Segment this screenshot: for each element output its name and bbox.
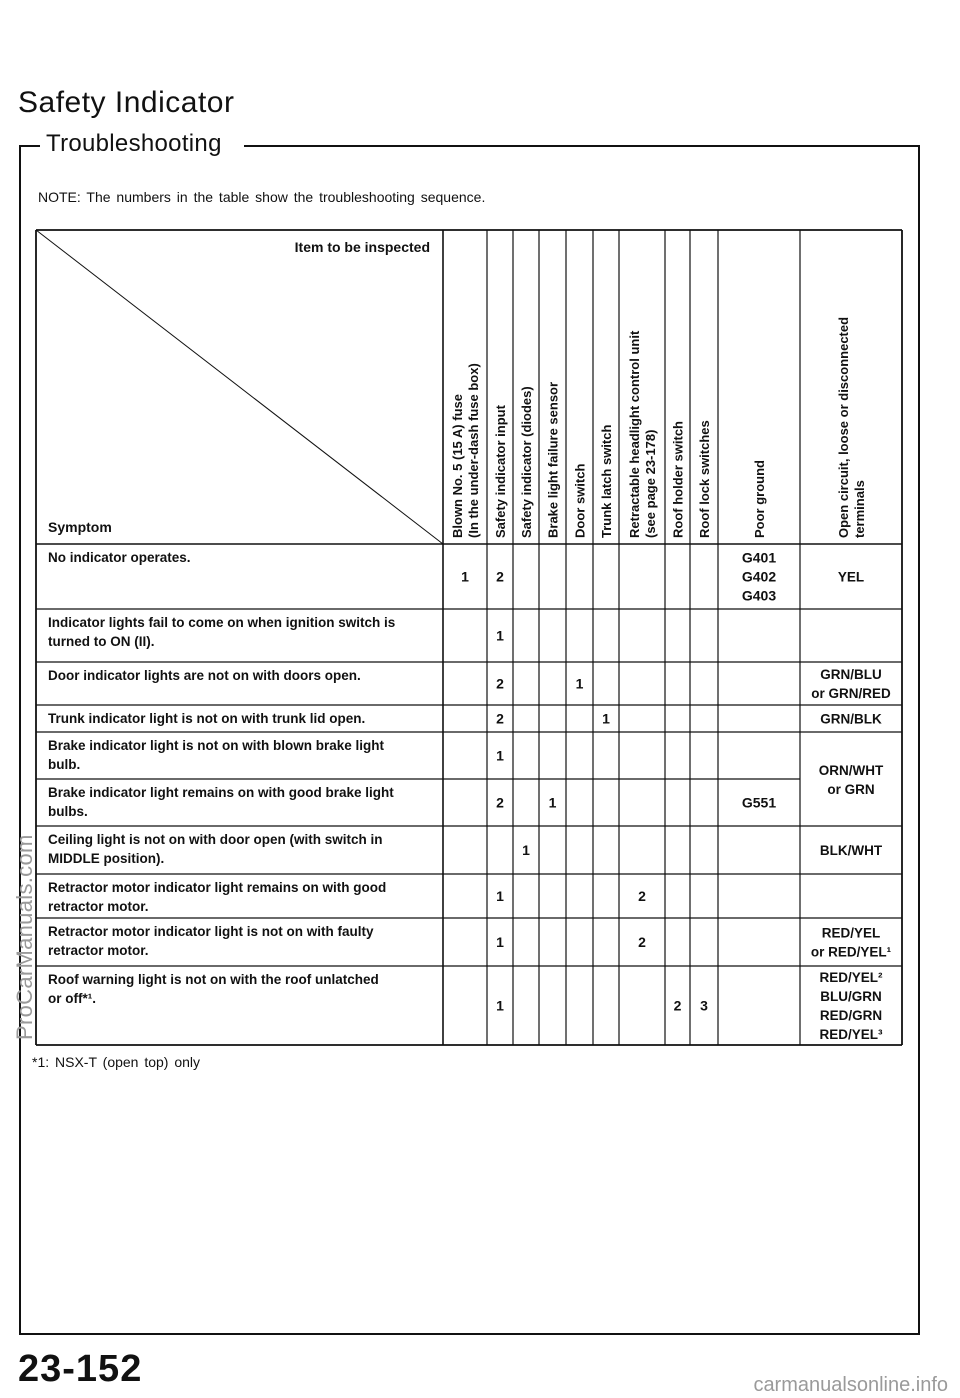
symptom-text: Ceiling light is not on with door open (with switch in (48, 832, 383, 847)
wire-color: YEL (837, 569, 865, 585)
column-header-label: Blown No. 5 (15 A) fuse (450, 394, 465, 538)
table-note: NOTE: The numbers in the table show the troubleshooting sequence. (38, 189, 486, 205)
wire-color: BLU/GRN (820, 989, 882, 1004)
symptom-text: retractor motor. (48, 899, 149, 914)
symptom-text: Retractor motor indicator light is not on with faulty (48, 924, 374, 939)
column-header-label: Door switch (572, 463, 588, 538)
corner-diagonal (36, 230, 443, 544)
column-header-label: (In the under-dash fuse box) (466, 363, 481, 538)
sequence-number: 2 (496, 710, 504, 727)
sequence-number: 3 (700, 997, 708, 1014)
symptom-text: Retractor motor indicator light remains on with good (48, 880, 387, 895)
symptom-text: Roof warning light is not on with the roof unlatched (48, 972, 379, 987)
sequence-number: 1 (575, 675, 584, 692)
ground-point: G401 (741, 549, 777, 566)
column-header-label: Retractable headlight control unit (627, 330, 642, 538)
ground-point: G403 (741, 587, 777, 604)
wire-color: or RED/YEL¹ (810, 944, 892, 960)
ground-point: G551 (741, 794, 777, 811)
column-header-label: Safety indicator (diodes) (519, 386, 534, 538)
sequence-number: 2 (496, 568, 504, 585)
section-title: Troubleshooting (46, 130, 222, 157)
symptom-text: or off*¹. (48, 991, 96, 1006)
column-header-label: Roof holder switch (670, 421, 686, 538)
sequence-number: 1 (496, 934, 504, 950)
symptom-text: bulb. (48, 757, 81, 772)
symptom-text: MIDDLE position). (48, 851, 165, 866)
sequence-number: 2 (638, 934, 646, 950)
page-title: Safety Indicator (18, 86, 235, 119)
footer-site: carmanualsonline.info (753, 1374, 948, 1396)
symptom-text: Indicator lights fail to come on when ignition switch is (48, 615, 396, 630)
symptom-text: No indicator operates. (48, 550, 191, 565)
symptom-text: turned to ON (II). (48, 634, 155, 649)
wire-color: BLK/WHT (819, 843, 883, 858)
wire-color: or GRN (827, 782, 875, 797)
sequence-number: 1 (496, 888, 504, 904)
sequence-number: 2 (638, 888, 646, 904)
wire-color: GRN/BLK (820, 711, 882, 727)
corner-symptom-label: Symptom (48, 519, 112, 535)
sequence-number: 1 (496, 747, 504, 764)
symptom-text: Trunk indicator light is not on with trunk lid open. (48, 711, 366, 726)
column-header-label: Open circuit, loose or disconnected (836, 316, 851, 538)
column-header-label: Trunk latch switch (599, 424, 614, 538)
wire-color: RED/YEL (821, 925, 881, 941)
column-header-label: (see page 23-178) (643, 429, 658, 538)
sequence-number: 2 (673, 997, 682, 1014)
sequence-number: 1 (496, 997, 504, 1014)
sequence-number: 1 (461, 568, 469, 585)
page-number: 23-152 (18, 1348, 143, 1390)
column-header-label: terminals (852, 480, 867, 538)
wire-color: GRN/BLU (820, 667, 882, 682)
ground-point: G402 (741, 568, 777, 585)
wire-color: ORN/WHT (818, 763, 884, 778)
footnote: *1: NSX-T (open top) only (32, 1054, 201, 1070)
watermark: ProCarManuals.com (12, 834, 37, 1040)
symptom-text: bulbs. (48, 804, 88, 819)
corner-item-label: Item to be inspected (294, 239, 430, 255)
sequence-number: 1 (522, 842, 530, 858)
column-header-label: Poor ground (752, 460, 767, 538)
wire-color: RED/YEL² (819, 970, 883, 985)
symptom-text: retractor motor. (48, 943, 149, 958)
column-header-label: Safety indicator input (493, 405, 508, 538)
sequence-number: 1 (602, 710, 610, 727)
sequence-number: 1 (548, 794, 557, 811)
symptom-text: Door indicator lights are not on with doors open. (48, 668, 361, 683)
sequence-number: 2 (496, 794, 504, 811)
column-header-label: Roof lock switches (697, 420, 712, 538)
wire-color: RED/GRN (819, 1008, 883, 1023)
sequence-number: 1 (496, 627, 504, 644)
wire-color: or GRN/RED (811, 686, 891, 701)
wire-color: RED/YEL³ (819, 1027, 883, 1042)
symptom-text: Brake indicator light is not on with blown brake light (48, 738, 385, 753)
sequence-number: 2 (496, 675, 504, 692)
symptom-text: Brake indicator light remains on with good brake light (48, 785, 394, 800)
column-header-label: Brake light failure sensor (545, 381, 561, 538)
